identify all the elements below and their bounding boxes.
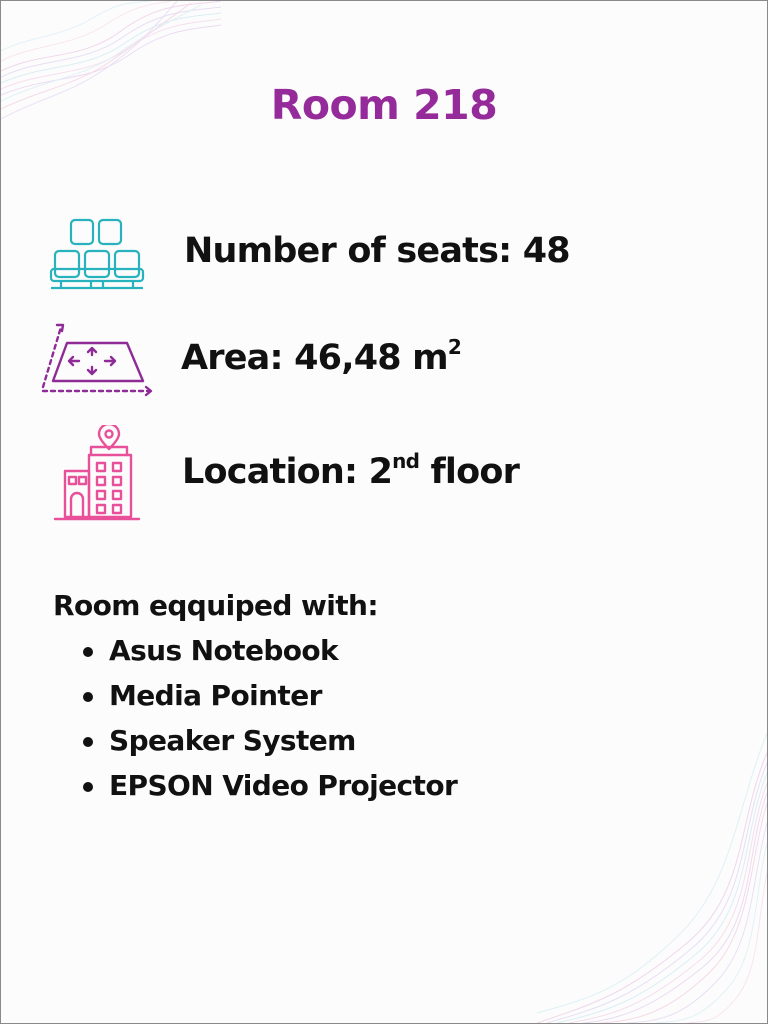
area-label: Area: 46,48 m	[181, 338, 448, 378]
location-info	[182, 449, 520, 492]
list-item: Asus Notebook	[109, 631, 457, 676]
equipment-list	[109, 631, 457, 811]
list-item: Media Pointer	[109, 676, 457, 721]
page-title: Room 218	[270, 81, 498, 129]
area-info	[181, 335, 461, 378]
equipment-heading: Room eqquiped with:	[53, 589, 378, 622]
seats-icon	[47, 217, 147, 293]
seats-label: Number of seats: 48	[184, 231, 570, 271]
area-icon	[37, 321, 157, 397]
seats-info	[184, 231, 570, 271]
area-unit-superscript: 2	[447, 335, 461, 359]
location-label-prefix: Location: 2	[182, 452, 393, 492]
decorative-wave-bottom-right	[537, 733, 767, 1023]
location-label-suffix: floor	[419, 452, 520, 492]
floor-ordinal-superscript: nd	[392, 449, 420, 473]
building-location-icon	[51, 425, 143, 523]
list-item: Speaker System	[109, 721, 457, 766]
list-item: EPSON Video Projector	[109, 766, 457, 811]
